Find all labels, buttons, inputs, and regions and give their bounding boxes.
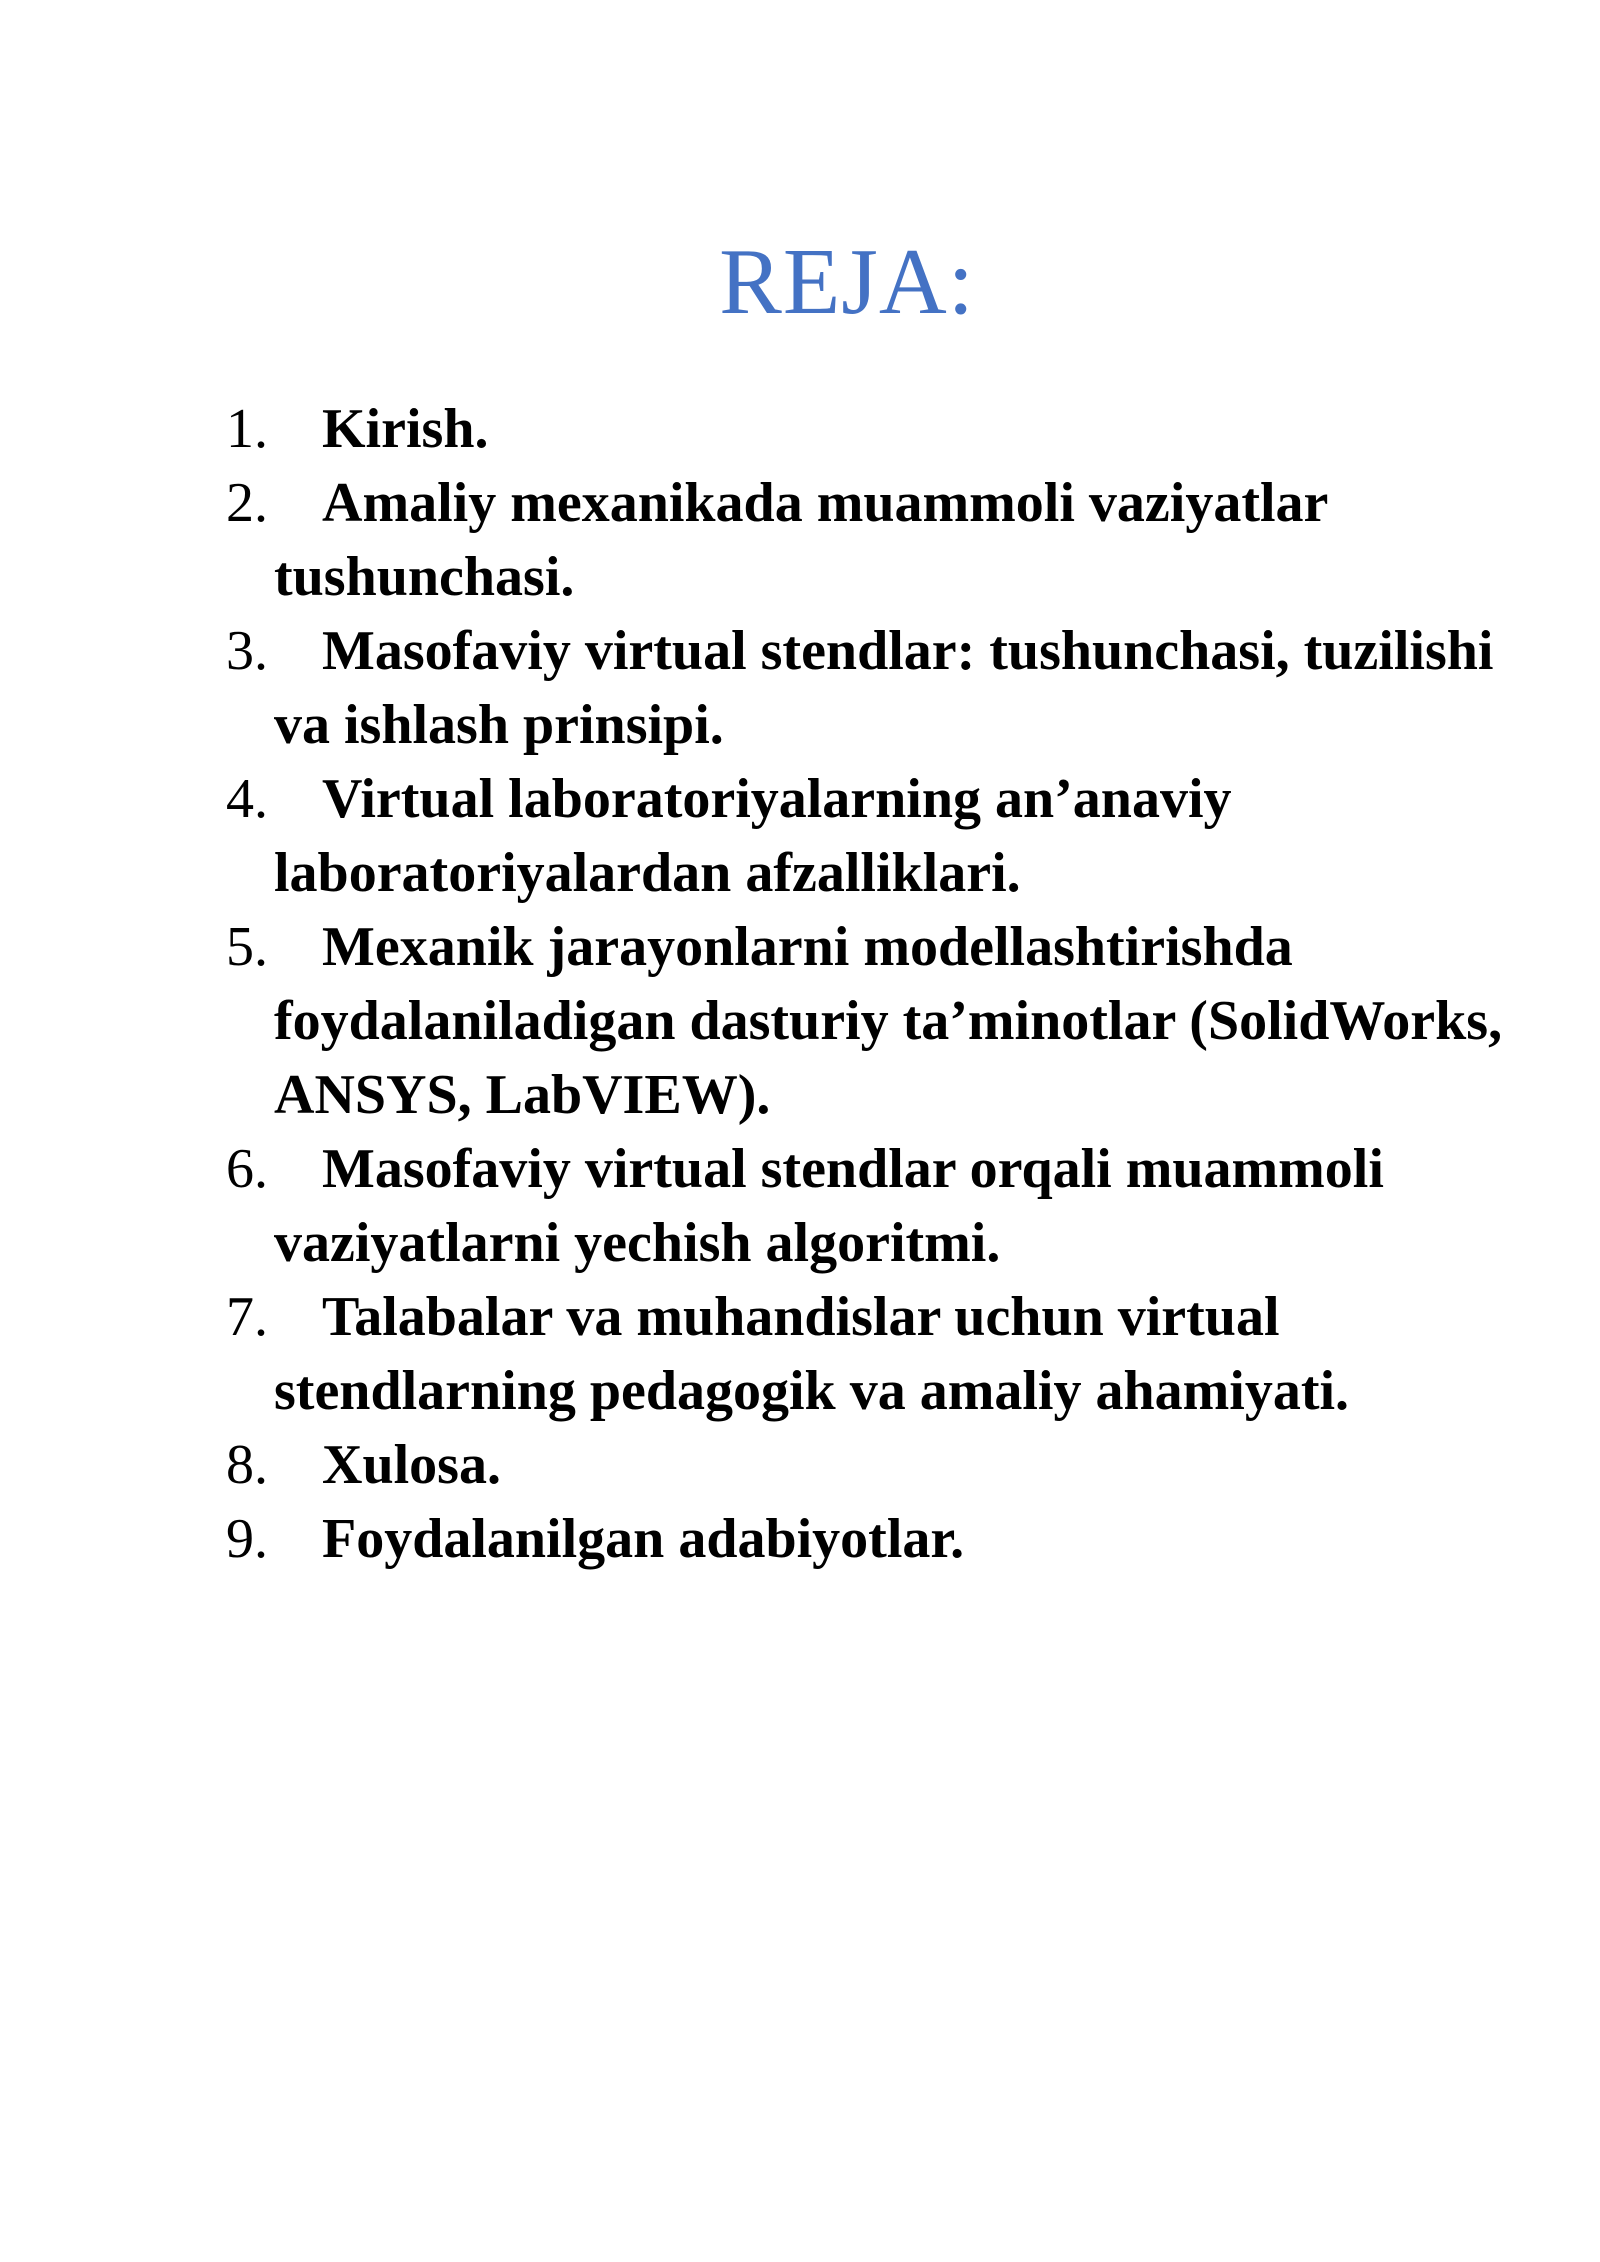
item-text: Foydalanilgan adabiyotlar. <box>322 1508 965 1570</box>
plan-list <box>226 392 1526 1576</box>
list-item <box>226 1132 1526 1280</box>
item-text: Amaliy mexanikada muammoli vaziyatlar tushunchasi. <box>274 472 1328 608</box>
item-number: 4. <box>226 768 268 830</box>
list-item <box>226 392 1526 466</box>
list-item <box>226 1502 1526 1576</box>
item-number: 3. <box>226 620 268 682</box>
list-item <box>226 910 1526 1132</box>
item-number: 8. <box>226 1434 268 1496</box>
item-number: 6. <box>226 1138 268 1200</box>
item-number: 2. <box>226 472 268 534</box>
page-title: REJA: <box>719 230 975 334</box>
item-text: Kirish. <box>322 398 489 460</box>
item-number: 7. <box>226 1286 268 1348</box>
list-item <box>226 466 1526 614</box>
item-text: Xulosa. <box>322 1434 501 1496</box>
item-text: Masofaviy virtual stendlar: tushunchasi, tuzilishi va ishlash prinsipi. <box>274 620 1494 756</box>
item-number: 1. <box>226 398 268 460</box>
list-item <box>226 762 1526 910</box>
item-number: 9. <box>226 1508 268 1570</box>
item-number: 5. <box>226 916 268 978</box>
list-item <box>226 1428 1526 1502</box>
item-text: Masofaviy virtual stendlar orqali muammoli vaziyatlarni yechish algoritmi. <box>274 1138 1384 1274</box>
item-text: Virtual laboratoriyalarning an’anaviy laboratoriyalardan afzalliklari. <box>274 768 1232 904</box>
list-item <box>226 1280 1526 1428</box>
item-text: Mexanik jarayonlarni modellashtirishda foydalaniladigan dasturiy ta’minotlar (SolidWorks, ANSYS, LabVIEW). <box>274 916 1503 1126</box>
item-text: Talabalar va muhandislar uchun virtual stendlarning pedagogik va amaliy ahamiyati. <box>274 1286 1350 1422</box>
list-item <box>226 614 1526 762</box>
